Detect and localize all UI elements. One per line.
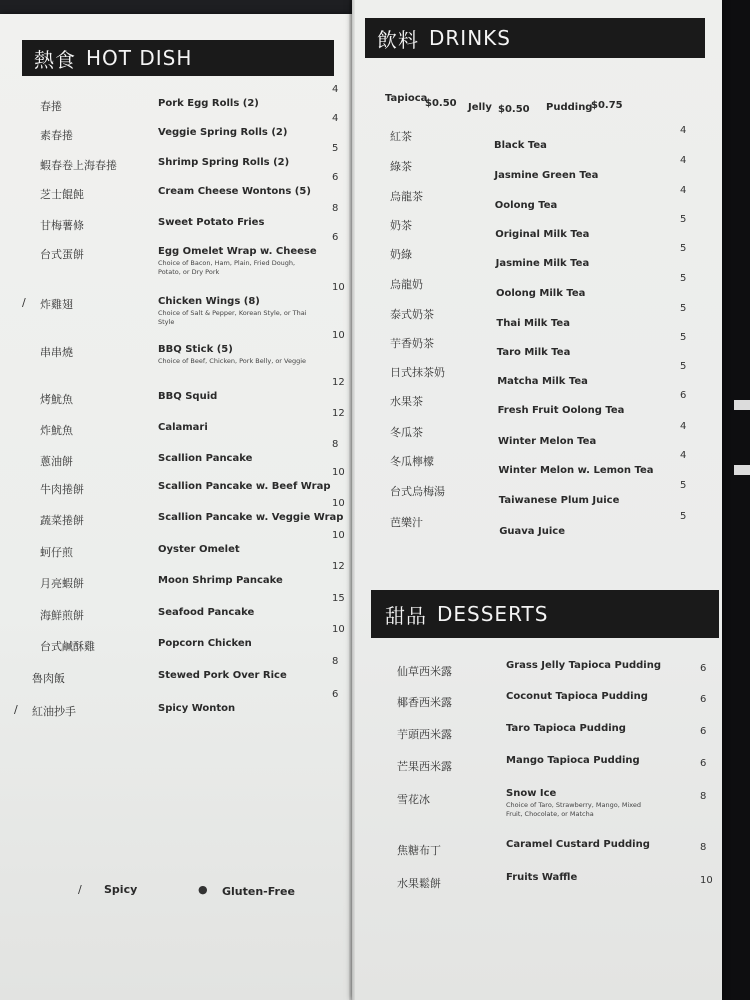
addon-name: Tapioca — [385, 93, 428, 104]
item-price: 10 — [332, 530, 345, 541]
item-price: 12 — [332, 408, 345, 419]
hot-dish-title-zh: 熱食 — [34, 47, 76, 72]
item-name-zh: 芋香奶茶 — [390, 337, 434, 350]
item-name-zh: 芋頭西米露 — [397, 728, 452, 741]
drinks-title-en: DRINKS — [429, 26, 511, 50]
item-name-zh: 炸雞翅 — [40, 298, 73, 311]
item-name-zh: 炸魷魚 — [40, 424, 73, 437]
item-name-zh: 焦糖布丁 — [397, 844, 441, 857]
addon-price: $0.50 — [425, 98, 457, 109]
item-name-en: Caramel Custard Pudding — [506, 839, 650, 850]
decorative-tab — [734, 400, 750, 410]
item-name-en: Oyster Omelet — [158, 544, 240, 555]
legend-gluten-free-label: Gluten-Free — [222, 885, 295, 898]
item-name-zh: 泰式奶茶 — [390, 308, 434, 321]
item-name-zh: 台式蛋餅 — [40, 248, 84, 261]
item-name-en: Snow Ice — [506, 788, 557, 799]
item-name-zh: 冬瓜檸檬 — [390, 455, 434, 468]
page-fold — [349, 0, 355, 1000]
item-price: 4 — [680, 155, 687, 166]
item-name-en: Winter Melon Tea — [498, 436, 597, 447]
item-price: 6 — [700, 758, 707, 769]
item-name-zh: 蔥油餅 — [40, 455, 73, 468]
item-price: 8 — [332, 203, 339, 214]
item-price: 5 — [680, 361, 687, 372]
item-price: 8 — [700, 791, 707, 802]
item-name-en: Veggie Spring Rolls (2) — [158, 127, 288, 138]
item-name-en: Chicken Wings (8) — [158, 296, 260, 307]
item-price: 4 — [680, 421, 687, 432]
item-name-en: Coconut Tapioca Pudding — [506, 691, 648, 702]
item-price: 6 — [700, 694, 707, 705]
item-price: 6 — [680, 390, 687, 401]
item-name-zh: 甘梅薯條 — [40, 219, 84, 232]
addon-price: $0.50 — [498, 104, 530, 115]
item-price: 4 — [680, 125, 687, 136]
item-name-en: Sweet Potato Fries — [158, 217, 265, 228]
chili-icon: ∕ — [22, 296, 26, 309]
item-name-en: Shrimp Spring Rolls (2) — [158, 157, 290, 168]
item-price: 5 — [680, 480, 687, 491]
item-name-en: Taro Milk Tea — [496, 347, 571, 358]
item-name-zh: 奶綠 — [390, 248, 412, 261]
item-price: 4 — [680, 185, 687, 196]
item-name-zh: 仙草西米露 — [397, 665, 452, 678]
item-name-zh: 烏龍奶 — [390, 278, 423, 291]
item-name-zh: 春捲 — [40, 100, 62, 113]
item-name-en: Spicy Wonton — [158, 703, 236, 714]
item-description: Choice of Taro, Strawberry, Mango, Mixed Fruit, Chocolate, or Matcha — [506, 801, 642, 818]
desserts-banner — [371, 590, 719, 638]
item-price: 6 — [332, 172, 339, 183]
item-price: 10 — [332, 467, 345, 478]
item-name-en: BBQ Squid — [158, 391, 218, 402]
item-price: 6 — [332, 689, 339, 700]
item-name-zh: 串串燒 — [40, 346, 73, 359]
item-name-en: Scallion Pancake w. Beef Wrap — [158, 481, 331, 492]
item-name-zh: 台式烏梅湯 — [390, 485, 445, 498]
addon-name: Pudding — [546, 102, 593, 113]
item-price: 8 — [332, 656, 339, 667]
item-price: 8 — [700, 842, 707, 853]
item-price: 6 — [700, 726, 707, 737]
item-name-zh: 日式抹茶奶 — [390, 366, 445, 379]
item-name-en: Calamari — [158, 422, 208, 433]
item-name-en: Popcorn Chicken — [158, 638, 252, 649]
item-name-en: Fresh Fruit Oolong Tea — [497, 405, 625, 416]
item-name-en: Pork Egg Rolls (2) — [158, 98, 259, 109]
item-name-zh: 綠茶 — [390, 160, 412, 173]
item-price: 6 — [332, 232, 339, 243]
item-price: 4 — [332, 84, 339, 95]
item-name-zh: 芭樂汁 — [390, 516, 423, 529]
item-name-en: Grass Jelly Tapioca Pudding — [506, 660, 661, 671]
item-name-zh: 蝦春卷上海春捲 — [40, 159, 117, 172]
item-name-zh: 台式鹹酥雞 — [40, 640, 95, 653]
item-name-en: Oolong Tea — [494, 200, 558, 211]
item-name-zh: 蔬菜捲餅 — [40, 514, 84, 527]
drinks-banner — [365, 18, 705, 58]
item-description: Choice of Salt & Pepper, Korean Style, or Thai Style — [158, 309, 307, 326]
item-name-zh: 奶茶 — [390, 219, 412, 232]
addon-name: Jelly — [468, 102, 492, 113]
hot-dish-title-en: HOT DISH — [86, 46, 193, 70]
hot-dish-banner — [22, 40, 334, 76]
item-name-en: Oolong Milk Tea — [496, 288, 586, 299]
item-name-zh: 紅茶 — [390, 130, 412, 143]
item-price: 10 — [332, 330, 345, 341]
item-price: 5 — [680, 214, 687, 225]
item-name-en: Scallion Pancake w. Veggie Wrap — [158, 512, 344, 523]
item-name-en: Matcha Milk Tea — [497, 376, 588, 387]
drinks-title-zh: 飲料 — [377, 27, 419, 52]
item-name-zh: 素春捲 — [40, 129, 73, 142]
item-price: 10 — [332, 498, 345, 509]
item-name-en: Stewed Pork Over Rice — [158, 670, 287, 681]
desserts-title-en: DESSERTS — [437, 602, 549, 626]
item-price: 5 — [680, 332, 687, 343]
legend-spicy-label: Spicy — [104, 883, 138, 896]
item-price: 5 — [680, 273, 687, 284]
item-price: 4 — [332, 113, 339, 124]
item-name-en: Jasmine Milk Tea — [495, 258, 590, 269]
item-price: 10 — [700, 875, 713, 886]
addon-price: $0.75 — [591, 100, 623, 111]
item-price: 5 — [680, 511, 687, 522]
item-name-en: Original Milk Tea — [495, 229, 590, 240]
item-description: Choice of Bacon, Ham, Plain, Fried Dough, Potato, or Dry Pork — [158, 259, 296, 276]
item-price: 6 — [700, 663, 707, 674]
item-price: 5 — [680, 243, 687, 254]
gluten-free-icon: ● — [198, 883, 208, 896]
chili-icon: ∕ — [78, 883, 82, 896]
item-name-zh: 牛肉捲餅 — [40, 483, 84, 496]
item-name-zh: 冬瓜茶 — [390, 426, 423, 439]
item-name-zh: 魯肉飯 — [32, 672, 65, 685]
item-name-zh: 雪花冰 — [397, 793, 430, 806]
item-name-en: Fruits Waffle — [506, 872, 578, 883]
item-price: 5 — [680, 303, 687, 314]
decorative-tab — [734, 465, 750, 475]
item-price: 15 — [332, 593, 345, 604]
item-name-zh: 水果鬆餅 — [397, 877, 441, 890]
item-price: 10 — [332, 624, 345, 635]
item-name-zh: 芝士餛飩 — [40, 188, 84, 201]
item-name-en: Guava Juice — [499, 526, 565, 537]
item-name-en: Egg Omelet Wrap w. Cheese — [158, 246, 317, 257]
item-name-en: Taro Tapioca Pudding — [506, 723, 626, 734]
item-price: 8 — [332, 439, 339, 450]
item-name-zh: 椰香西米露 — [397, 696, 452, 709]
desserts-title-zh: 甜品 — [385, 603, 427, 628]
item-name-en: Mango Tapioca Pudding — [506, 755, 640, 766]
item-name-en: Seafood Pancake — [158, 607, 255, 618]
item-name-en: Taiwanese Plum Juice — [498, 495, 620, 506]
item-price: 10 — [332, 282, 345, 293]
item-name-zh: 烏龍茶 — [390, 190, 423, 203]
item-name-en: Winter Melon w. Lemon Tea — [498, 465, 654, 476]
item-price: 12 — [332, 377, 345, 388]
item-name-zh: 月亮蝦餅 — [40, 577, 84, 590]
item-name-zh: 烤魷魚 — [40, 393, 73, 406]
item-name-zh: 芒果西米露 — [397, 760, 452, 773]
item-description: Choice of Beef, Chicken, Pork Belly, or Veggie — [158, 357, 307, 365]
item-price: 5 — [332, 143, 339, 154]
item-name-en: Moon Shrimp Pancake — [158, 575, 283, 586]
item-name-en: BBQ Stick (5) — [158, 344, 233, 355]
item-name-zh: 紅油抄手 — [32, 705, 76, 718]
item-name-en: Scallion Pancake — [158, 453, 253, 464]
item-name-en: Black Tea — [494, 140, 547, 151]
item-name-en: Jasmine Green Tea — [494, 170, 599, 181]
chili-icon: ∕ — [14, 703, 18, 716]
item-name-en: Cream Cheese Wontons (5) — [158, 186, 311, 197]
item-name-zh: 蚵仔煎 — [40, 546, 73, 559]
item-price: 4 — [680, 450, 687, 461]
item-name-en: Thai Milk Tea — [496, 318, 570, 329]
item-name-zh: 水果茶 — [390, 395, 423, 408]
item-price: 12 — [332, 561, 345, 572]
item-name-zh: 海鮮煎餅 — [40, 609, 84, 622]
